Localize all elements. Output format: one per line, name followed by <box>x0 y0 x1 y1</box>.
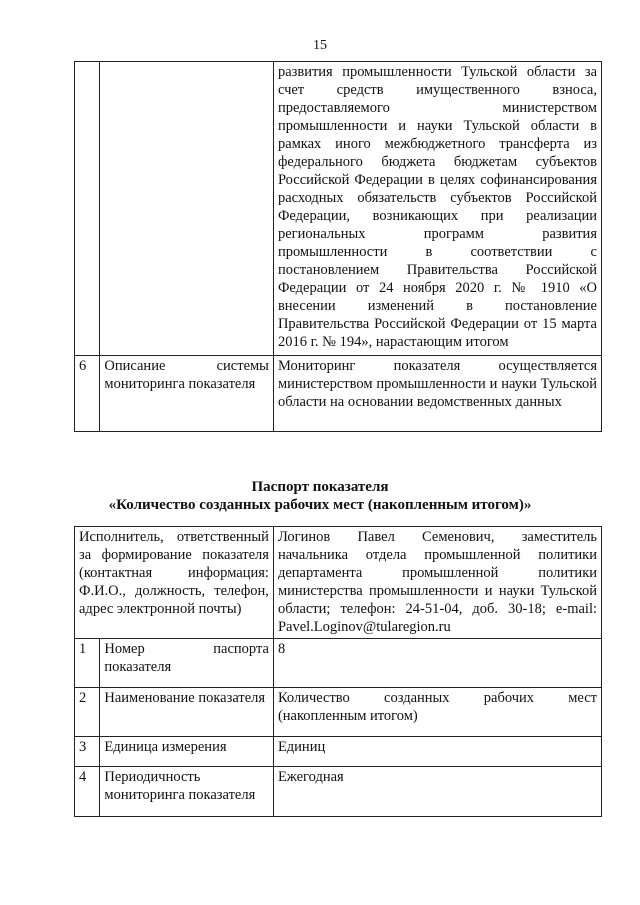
row-label: Номер паспорта показателя <box>100 639 274 688</box>
row-value: Количество созданных рабочих мест (накопленным итогом) <box>273 688 601 737</box>
table-row <box>75 767 602 817</box>
table-row <box>75 62 602 356</box>
executor-value: Логинов Павел Семенович, заместитель начальника отдела промышленной политики департамента промышленной политики министерства промышленности и науки Тульской области; телефон: 24-51-04, доб. 30-18; e-mail: Pavel.Loginov@tularegion.ru <box>273 527 601 639</box>
passport-title: Паспорт показателя <box>251 479 389 495</box>
passport-table <box>74 526 602 817</box>
row-value: Мониторинг показателя осуществляется министерством промышленности и науки Тульской области на основании ведомственных данных <box>273 356 601 432</box>
row-label: Периодичность мониторинга показателя <box>100 767 274 817</box>
cell-label-empty <box>100 62 274 356</box>
passport-subtitle: «Количество созданных рабочих мест (накопленным итогом)» <box>108 497 532 513</box>
cell-num-empty <box>75 62 100 356</box>
row-value: Ежегодная <box>273 767 601 817</box>
row-label: Единица измерения <box>100 737 274 767</box>
row-value: 8 <box>273 639 601 688</box>
row-number: 1 <box>75 639 100 688</box>
row-value: Единиц <box>273 737 601 767</box>
table-row <box>75 356 602 432</box>
executor-label: Исполнитель, ответственный за формирование показателя (контактная информация: Ф.И.О., должность, телефон, адрес электронной почты) <box>75 527 274 639</box>
row-label: Наименование показателя <box>100 688 274 737</box>
passport-heading <box>0 478 640 514</box>
row-number: 3 <box>75 737 100 767</box>
continuation-text: развития промышленности Тульской области за счет средств имущественного взноса, предоставляемого министерством промышленности и науки Тульской области в рамках иного межбюджетного трансферта из федерального бюджета бюджетам субъектов Российской Федерации в целях софинансирования расходных обязательств субъектов Российской Федерации, возникающих при реализации региональных программ развития промышленности в соответствии с постановлением Правительства Российской Федерации от 24 ноября 2020 г. № 1910 «О внесении изменений в постановление Правительства Российской Федерации от 15 марта 2016 г. № 194», нарастающим итогом <box>273 62 601 356</box>
row-number: 6 <box>75 356 100 432</box>
table-row <box>75 639 602 688</box>
row-number: 2 <box>75 688 100 737</box>
table-row <box>75 527 602 639</box>
table-row <box>75 737 602 767</box>
page-number: 15 <box>313 38 327 53</box>
row-label: Описание системы мониторинга показателя <box>100 356 274 432</box>
table-row <box>75 688 602 737</box>
indicator-table-continuation <box>74 61 602 432</box>
row-number: 4 <box>75 767 100 817</box>
